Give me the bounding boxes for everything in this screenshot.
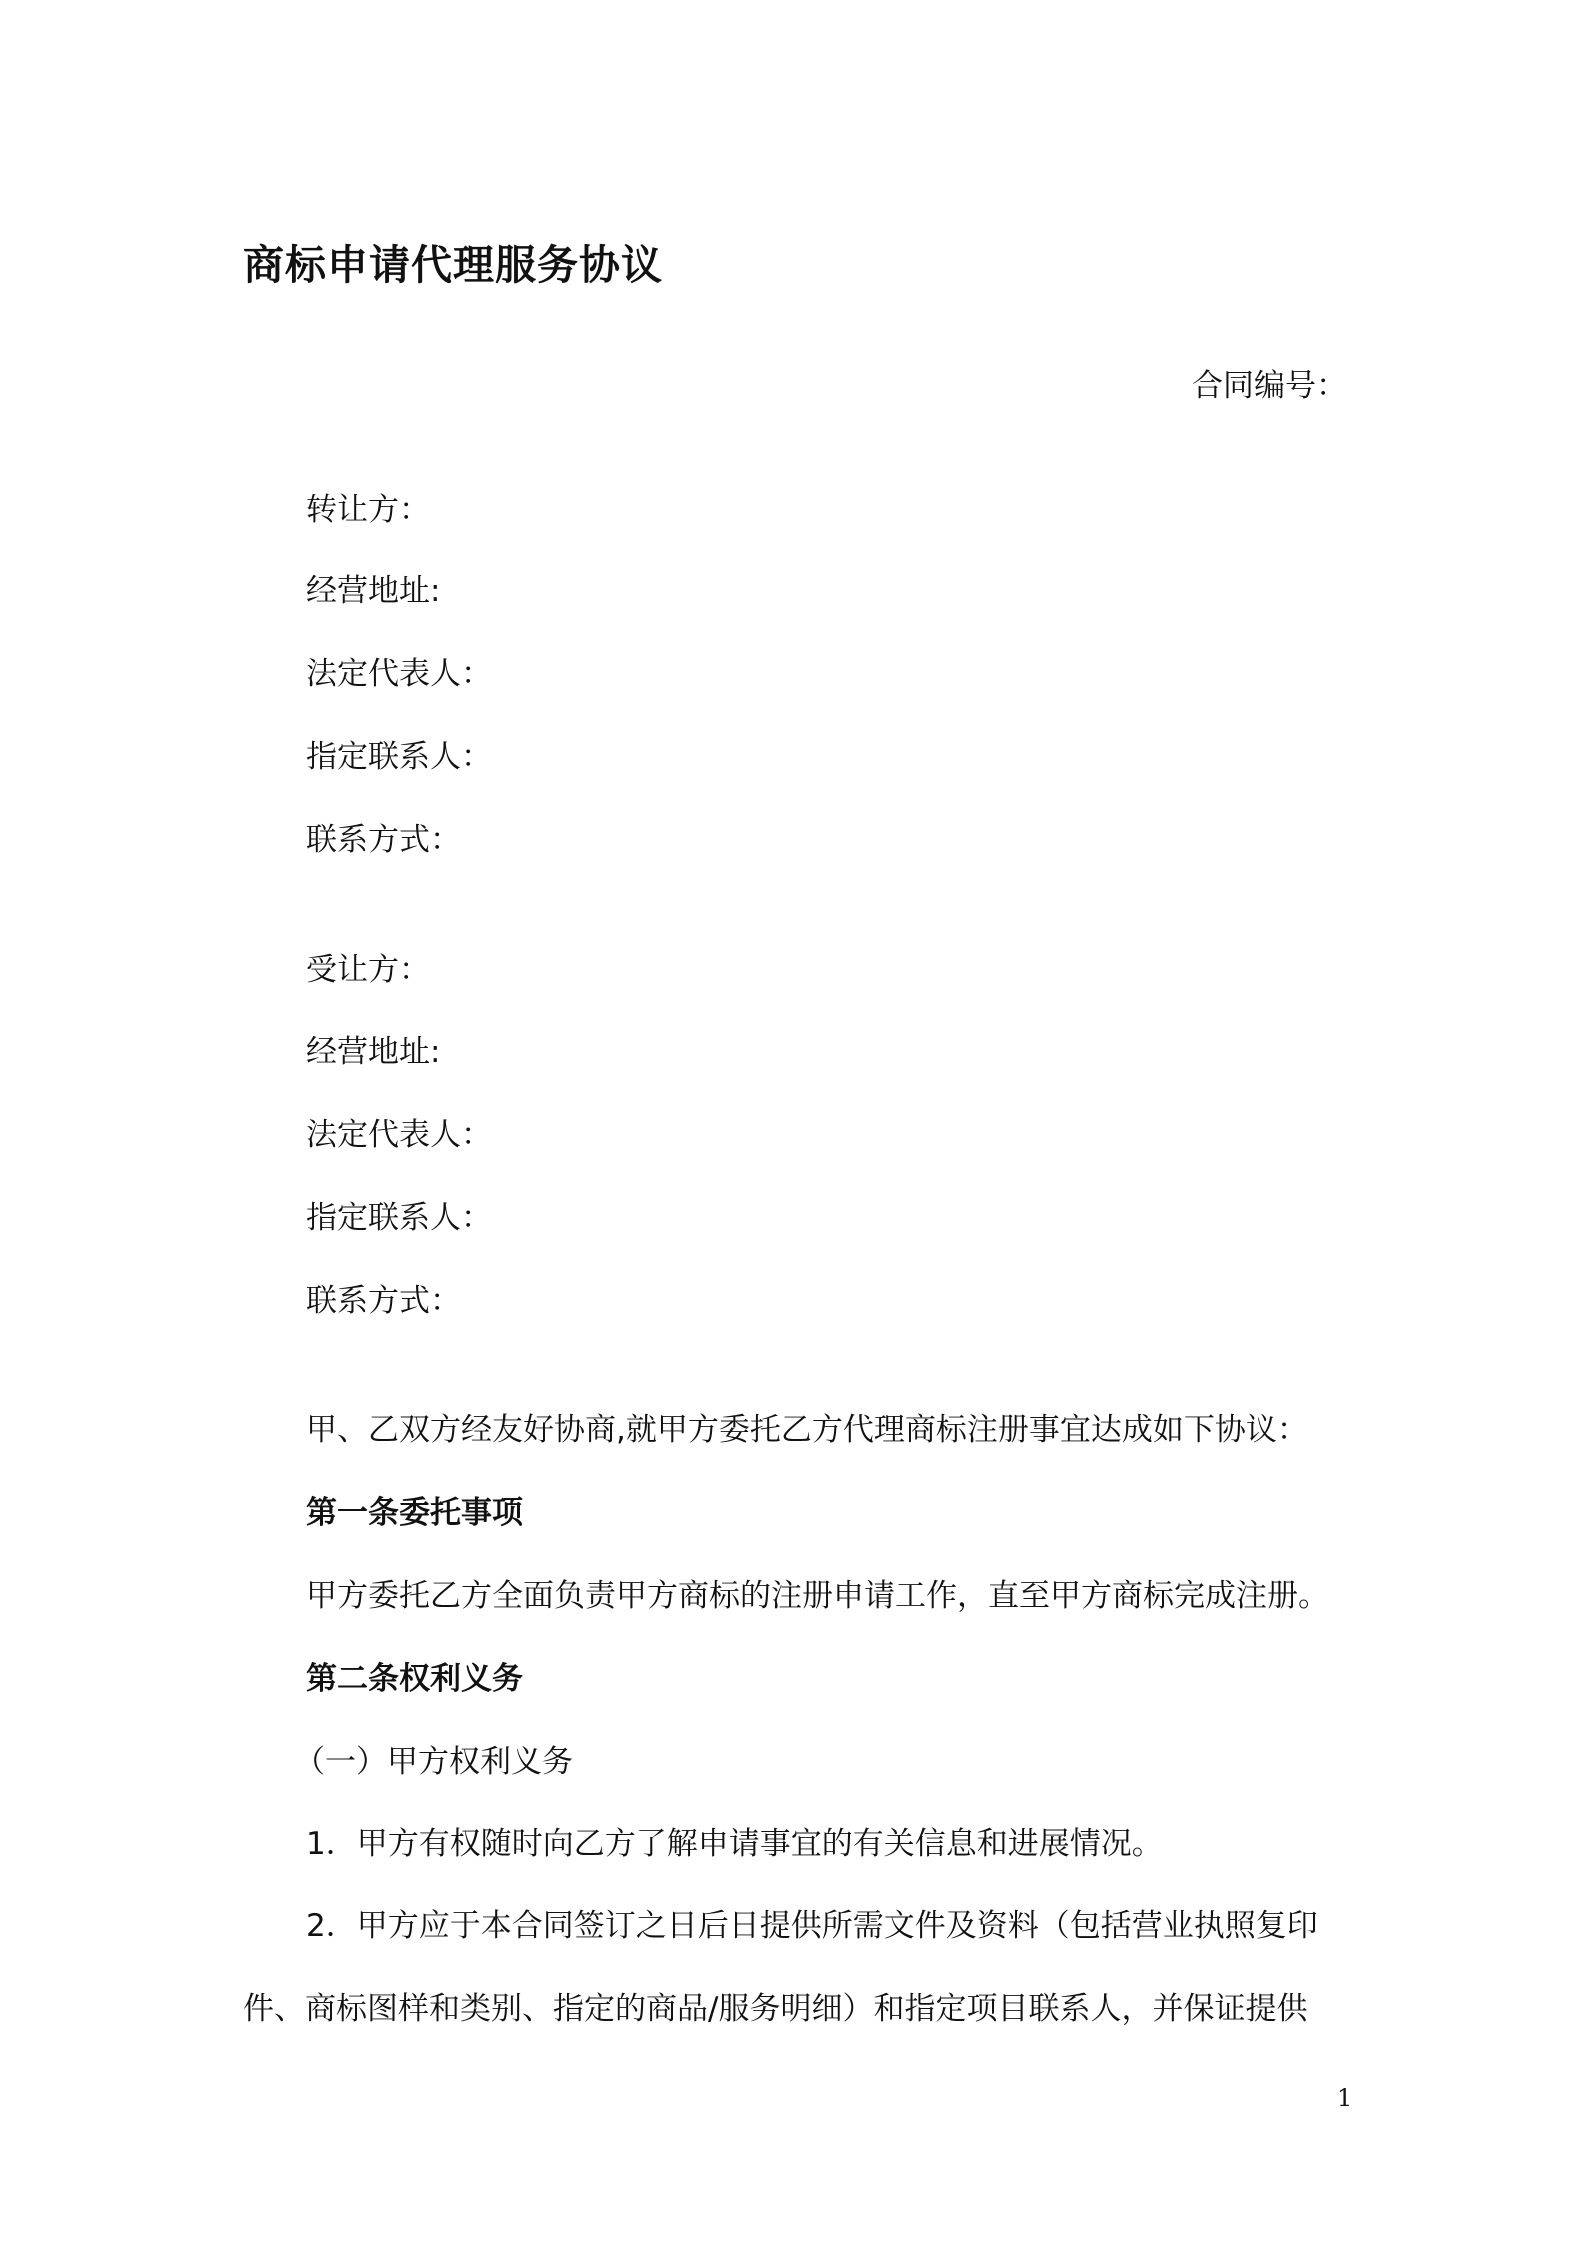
preamble-text: 甲、乙双方经友好协商,就甲方委托乙方代理商标注册事宜达成如下协议： (306, 1412, 1308, 1448)
article2-item2-line1: 2．甲方应于本合同签订之日后日提供所需文件及资料（包括营业执照复印 (306, 1908, 1318, 1944)
article2-item1: 1．甲方有权随时向乙方了解申请事宜的有关信息和进展情况。 (306, 1826, 1163, 1862)
article2-heading: 第二条权利义务 (306, 1661, 523, 1697)
transferee-address-label: 经营地址: (306, 1034, 441, 1070)
transferor-legal-rep-label: 法定代表人： (306, 656, 492, 692)
transferor-address-label: 经营地址: (306, 573, 441, 609)
transferee-label: 受让方： (306, 952, 430, 988)
transferee-legal-rep-label: 法定代表人： (306, 1117, 492, 1153)
transferor-contact-person-label: 指定联系人： (306, 739, 492, 775)
article2-item2-line2: 件、商标图样和类别、指定的商品/服务明细）和指定项目联系人，并保证提供 (243, 1991, 1308, 2027)
transferee-contact-method-label: 联系方式： (306, 1283, 461, 1319)
article2-subsection-heading: （一）甲方权利义务 (294, 1744, 573, 1780)
article1-text: 甲方委托乙方全面负责甲方商标的注册申请工作，直至甲方商标完成注册。 (306, 1578, 1329, 1614)
contract-number-label: 合同编号： (1192, 368, 1347, 404)
transferee-contact-person-label: 指定联系人： (306, 1200, 492, 1236)
transferor-label: 转让方： (306, 492, 430, 528)
transferor-contact-method-label: 联系方式： (306, 822, 461, 858)
page-number: 1 (1337, 2084, 1353, 2112)
article1-heading: 第一条委托事项 (306, 1495, 523, 1531)
document-title: 商标申请代理服务协议 (243, 241, 663, 289)
